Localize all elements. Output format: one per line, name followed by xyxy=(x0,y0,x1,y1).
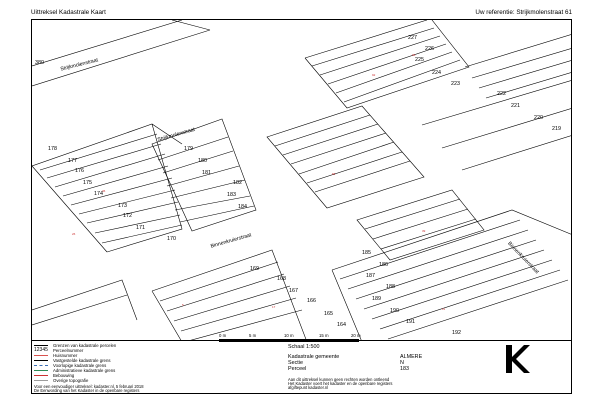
parcel-number[interactable]: 186 xyxy=(379,262,388,268)
parcel-number[interactable]: 167 xyxy=(289,288,298,294)
parcel-number[interactable]: 164 xyxy=(337,322,346,328)
gemeente-label: Kadastrale gemeente xyxy=(288,354,340,360)
house-number: 96 xyxy=(412,53,416,57)
footer-note: Voor een eenvoudiger uittreksel: kadaster.nl, 5 februari 2018 xyxy=(34,384,144,389)
parcel-number[interactable]: 221 xyxy=(511,103,520,109)
parcel-number[interactable]: 171 xyxy=(136,225,145,231)
parcel-number[interactable]: 174 xyxy=(94,191,103,197)
footer-note: Aan dit uittreksel kunnen geen rechten worden ontleend xyxy=(288,377,390,382)
street-name: Strijkmolenstraat xyxy=(59,57,99,73)
parcel-number[interactable]: 176 xyxy=(75,168,84,174)
parcel-number[interactable]: 178 xyxy=(48,146,57,152)
legend-panel xyxy=(31,341,572,394)
parcel-number[interactable]: 219 xyxy=(552,126,561,132)
parcel-number[interactable]: 177 xyxy=(68,158,77,164)
scale-tick: 0 m xyxy=(219,333,227,338)
parcel-outline xyxy=(107,124,182,252)
street-name: Binnenkruierstraat xyxy=(506,240,540,276)
parcel-number[interactable]: 184 xyxy=(238,204,247,210)
parcel-number[interactable]: 222 xyxy=(497,91,506,97)
parcel-number[interactable]: 172 xyxy=(123,213,132,219)
scale-tick: 20 m xyxy=(351,333,361,338)
legend-item: Grenzen van kadastrale percelen xyxy=(34,343,116,348)
parcel-number[interactable]: 220 xyxy=(534,115,543,121)
house-number: 26 xyxy=(72,232,76,236)
sectie-value: N xyxy=(400,360,404,366)
parcel-number[interactable]: 182 xyxy=(233,180,242,186)
parcel-number[interactable]: 190 xyxy=(390,308,399,314)
parcel-number[interactable]: 169 xyxy=(250,266,259,272)
parcel-number[interactable]: 173 xyxy=(118,203,127,209)
parcel-number[interactable]: 191 xyxy=(406,319,415,325)
parcel-outline xyxy=(32,124,182,252)
parcel-outline xyxy=(357,190,484,260)
parcel-number[interactable]: 188 xyxy=(386,284,395,290)
house-number: 17 xyxy=(272,305,276,309)
map-drawing xyxy=(32,20,572,341)
scale-tick: 5 m xyxy=(249,333,257,338)
footer-note: Het Kadaster voert het kadaster en de openbare registers xyxy=(288,381,393,386)
parcel-number[interactable]: 179 xyxy=(184,146,193,152)
street-name: Binnenkruierstraat xyxy=(209,232,253,250)
parcel-number[interactable]: 170 xyxy=(167,236,176,242)
house-number: 65 xyxy=(332,172,336,176)
legend-item: Vastgestelde kadastrale grens xyxy=(34,358,111,363)
parcel-number[interactable]: 166 xyxy=(307,298,316,304)
house-number: 39 xyxy=(422,229,426,233)
gemeente-value: ALMERE xyxy=(400,354,423,360)
scale-text: Schaal 1:500 xyxy=(288,344,320,350)
parcel-number[interactable]: 165 xyxy=(324,311,333,317)
street-name: Strijkmolenstraat xyxy=(156,126,196,144)
reference-text: Uw referentie: Strijkmolenstraat 61 xyxy=(475,9,572,16)
parcel-number[interactable]: 225 xyxy=(415,57,424,63)
legend-item: Voorlopige kadastrale grens xyxy=(34,363,106,368)
parcel-number[interactable]: 168 xyxy=(277,276,286,282)
parcel-number[interactable]: 380 xyxy=(35,60,44,66)
scale-tick: 10 m xyxy=(284,333,294,338)
footer-note: afgiftepunt kadaster.nl xyxy=(288,385,329,390)
perceel-value: 183 xyxy=(400,366,409,372)
scale-tick: 15 m xyxy=(319,333,329,338)
parcel-number[interactable]: 227 xyxy=(408,35,417,41)
parcel-number[interactable]: 175 xyxy=(83,180,92,186)
parcel-outline xyxy=(32,20,210,86)
legend-item: Bebouwing xyxy=(34,373,74,378)
parcel-number[interactable]: 189 xyxy=(372,296,381,302)
parcel-number[interactable]: 226 xyxy=(425,46,434,52)
parcel-number[interactable]: 187 xyxy=(366,273,375,279)
parcel-number[interactable]: 192 xyxy=(452,330,461,336)
parcel-number[interactable]: 183 xyxy=(227,192,236,198)
parcel-number[interactable]: 180 xyxy=(198,158,207,164)
parcel-number[interactable]: 224 xyxy=(432,70,441,76)
legend-item: Huisnummer xyxy=(34,353,77,358)
footer-note: De Eenwording van het Kadaster in de openbare registers xyxy=(34,388,140,393)
sectie-label: Sectie xyxy=(288,360,303,366)
cadastral-map[interactable] xyxy=(31,19,572,341)
legend-item: Overige topografie xyxy=(34,378,88,383)
parcel-number[interactable]: 185 xyxy=(362,250,371,256)
legend-item: 12345 Perceelnummer xyxy=(34,347,84,353)
kadaster-logo-icon xyxy=(502,345,530,373)
house-number: 92 xyxy=(372,73,376,77)
parcel-outline xyxy=(152,250,307,341)
parcel-number[interactable]: 223 xyxy=(451,81,460,87)
parcel-number[interactable]: 181 xyxy=(202,170,211,176)
house-number: 36 xyxy=(102,189,106,193)
house-number: 5 xyxy=(182,303,184,307)
legend-item: Administratieve kadastrale grens xyxy=(34,368,115,373)
parcel-outline xyxy=(267,106,424,208)
perceel-label: Perceel xyxy=(288,366,307,372)
document-title: Uittreksel Kadastrale Kaart xyxy=(31,9,106,16)
house-number: 11 xyxy=(442,307,446,311)
